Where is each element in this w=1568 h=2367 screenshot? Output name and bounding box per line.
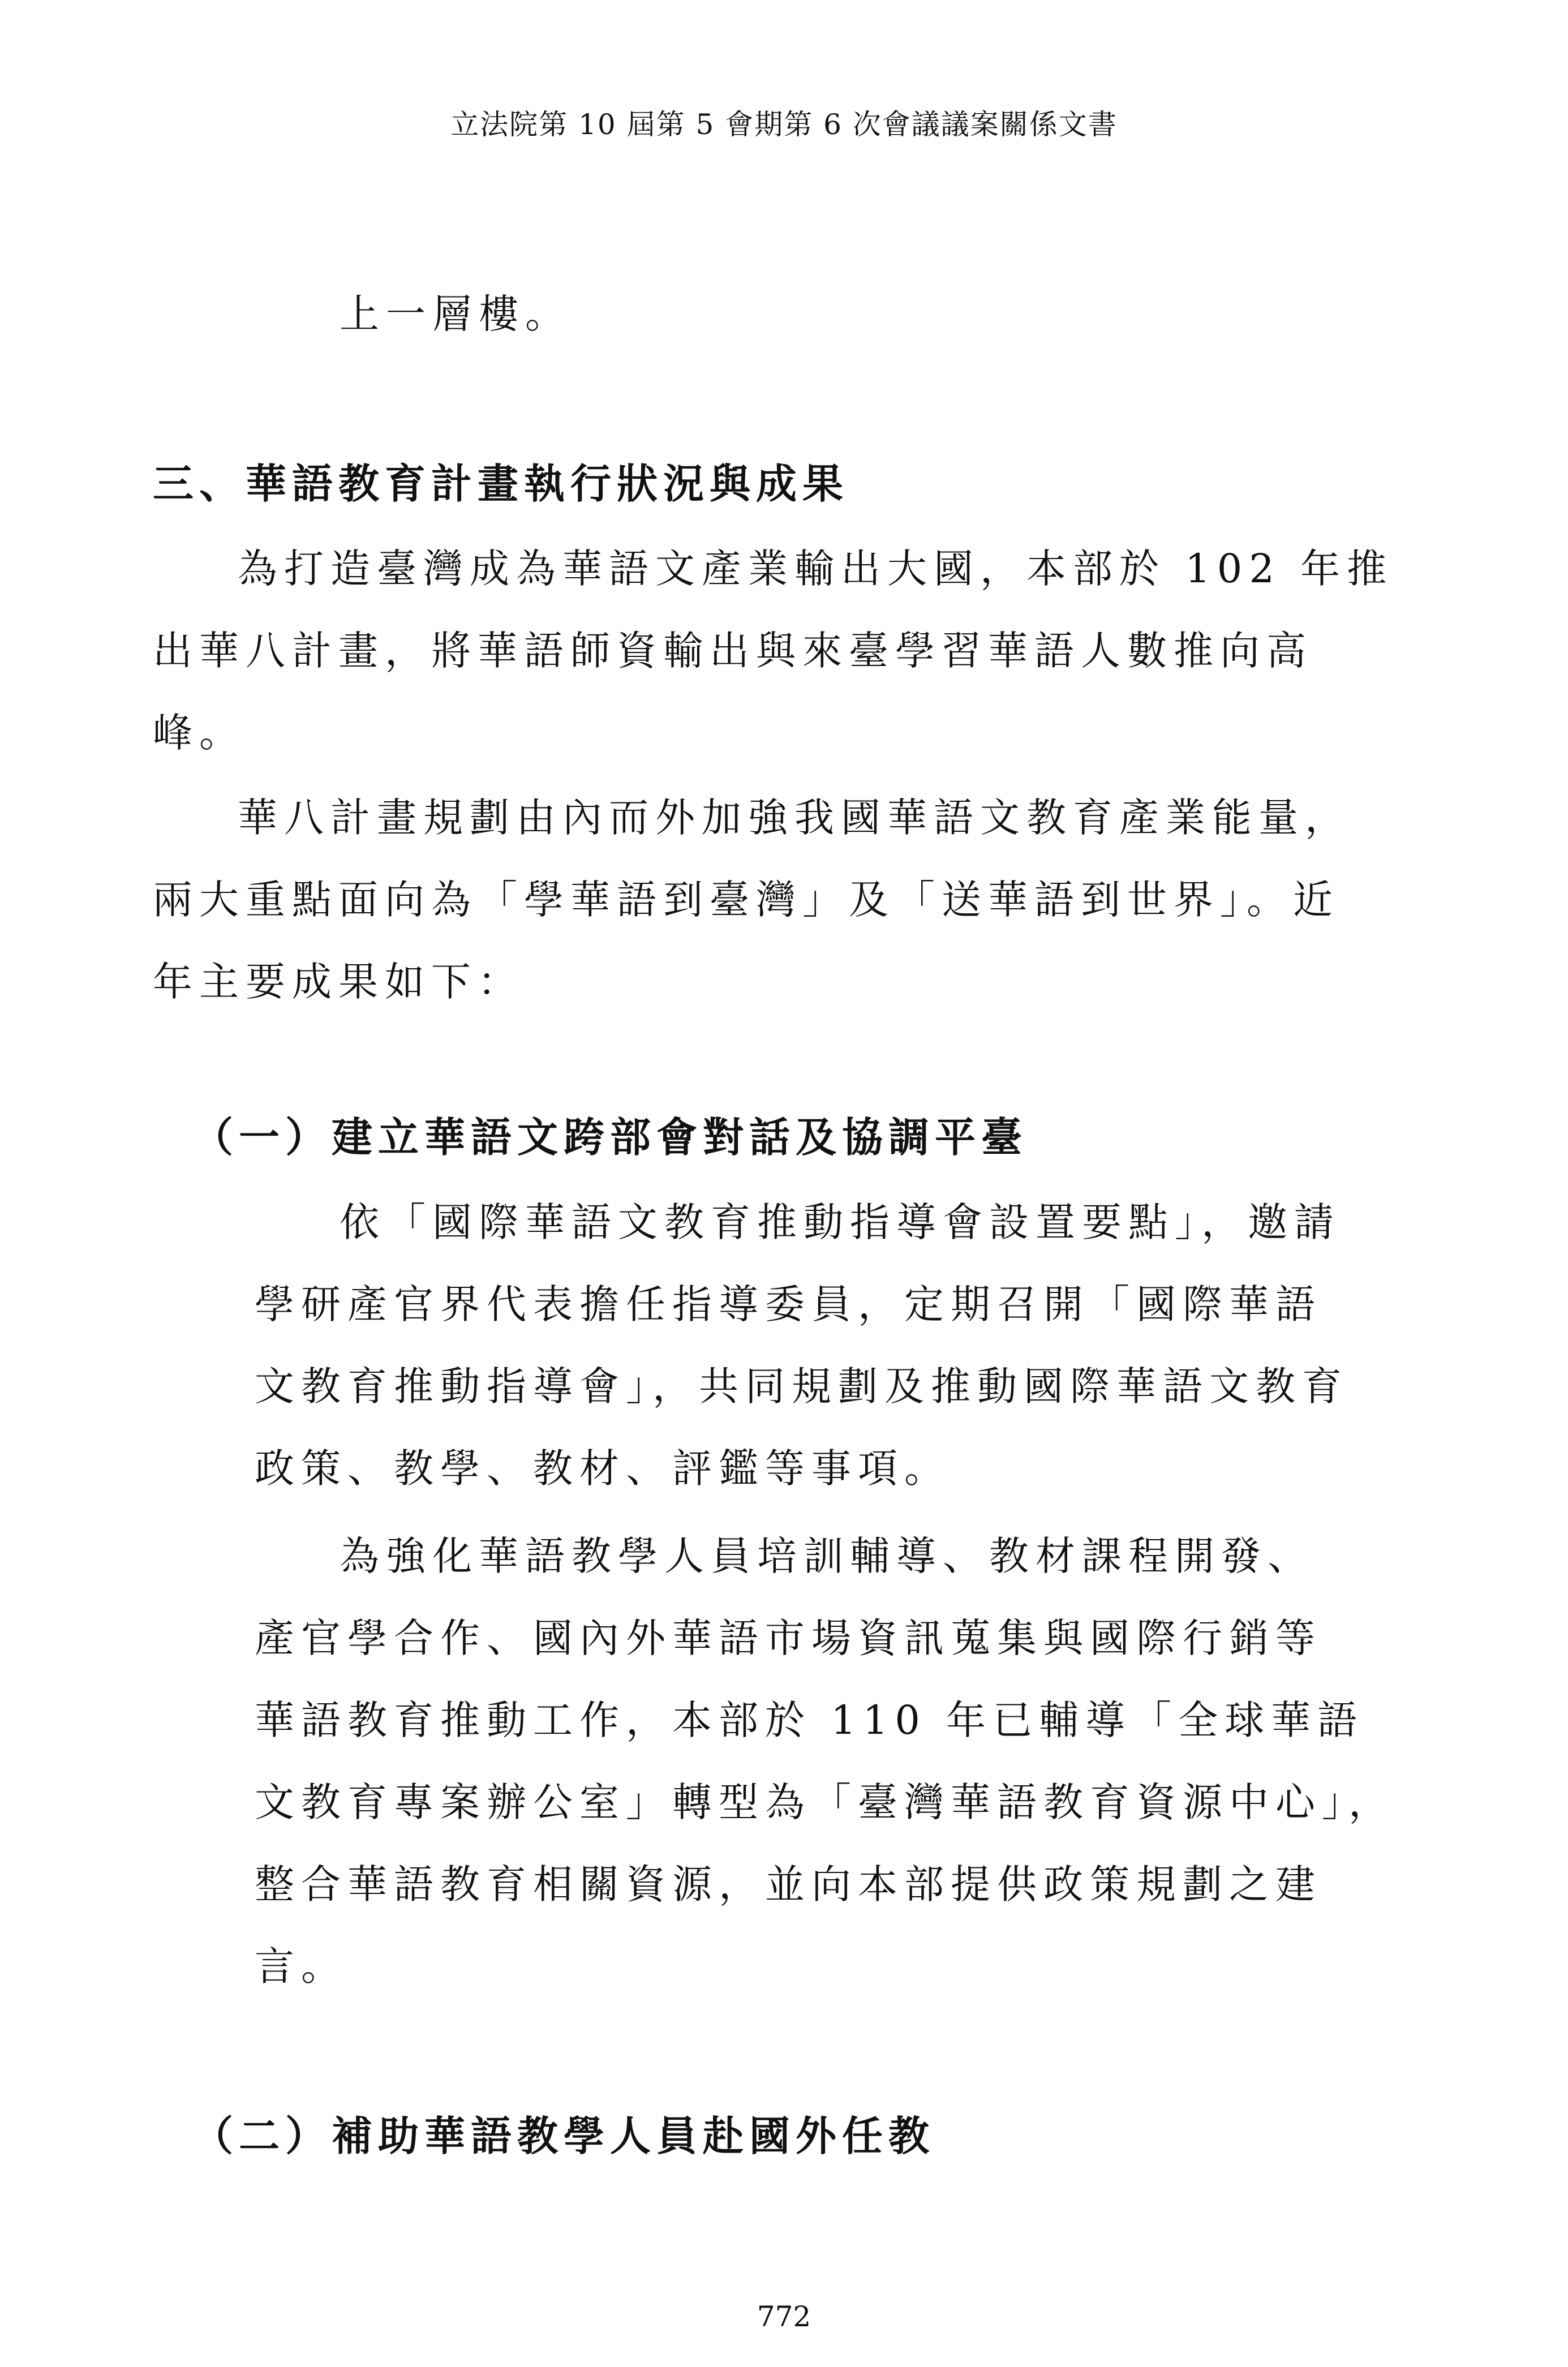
paragraph-line: 出華八計畫，將華語師資輸出與來臺學習華語人數推向高 xyxy=(153,628,1313,674)
paragraph-line: 依「國際華語文教育推動指導會設置要點」，邀請 xyxy=(340,1199,1341,1245)
running-header: 立法院第 10 屆第 5 會期第 6 次會議議案關係文書 xyxy=(450,108,1118,141)
continuation-text: 上一層樓。 xyxy=(340,291,572,337)
paragraph-line: 兩大重點面向為「學華語到臺灣」及「送華語到世界」。近 xyxy=(153,877,1339,923)
paragraph-line: 整合華語教育相關資源，並向本部提供政策規劃之建 xyxy=(255,1861,1322,1908)
paragraph-line: 政策、教學、教材、評鑑等事項。 xyxy=(255,1445,951,1492)
paragraph-line: 年主要成果如下： xyxy=(153,959,524,1005)
page-number: 772 xyxy=(757,2300,811,2333)
paragraph-line: 為打造臺灣成為華語文產業輸出大國，本部於 102 年推 xyxy=(238,545,1394,592)
paragraph-line: 言。 xyxy=(255,1943,347,1990)
paragraph-line: 華八計畫規劃由內而外加強我國華語文教育產業能量， xyxy=(238,794,1351,841)
paragraph-line: 峰。 xyxy=(153,710,246,756)
paragraph-line: 為強化華語教學人員培訓輔導、教材課程開發、 xyxy=(340,1533,1314,1579)
paragraph-line: 文教育專案辦公室」轉型為「臺灣華語教育資源中心」， xyxy=(255,1779,1395,1825)
paragraph-line: 學研產官界代表擔任指導委員，定期召開「國際華語 xyxy=(255,1281,1322,1328)
subsection-two-heading: （二）補助華語教學人員赴國外任教 xyxy=(192,2112,935,2160)
paragraph-line: 華語教育推動工作，本部於 110 年已輔導「全球華語 xyxy=(255,1697,1364,1743)
paragraph-line: 產官學合作、國內外華語市場資訊蒐集與國際行銷等 xyxy=(255,1615,1322,1661)
paragraph-line: 文教育推動指導會」，共同規劃及推動國際華語文教育 xyxy=(255,1363,1348,1410)
subsection-one-heading: （一）建立華語文跨部會對話及協調平臺 xyxy=(192,1113,1028,1161)
section-three-heading: 三、華語教育計畫執行狀況與成果 xyxy=(153,459,849,508)
